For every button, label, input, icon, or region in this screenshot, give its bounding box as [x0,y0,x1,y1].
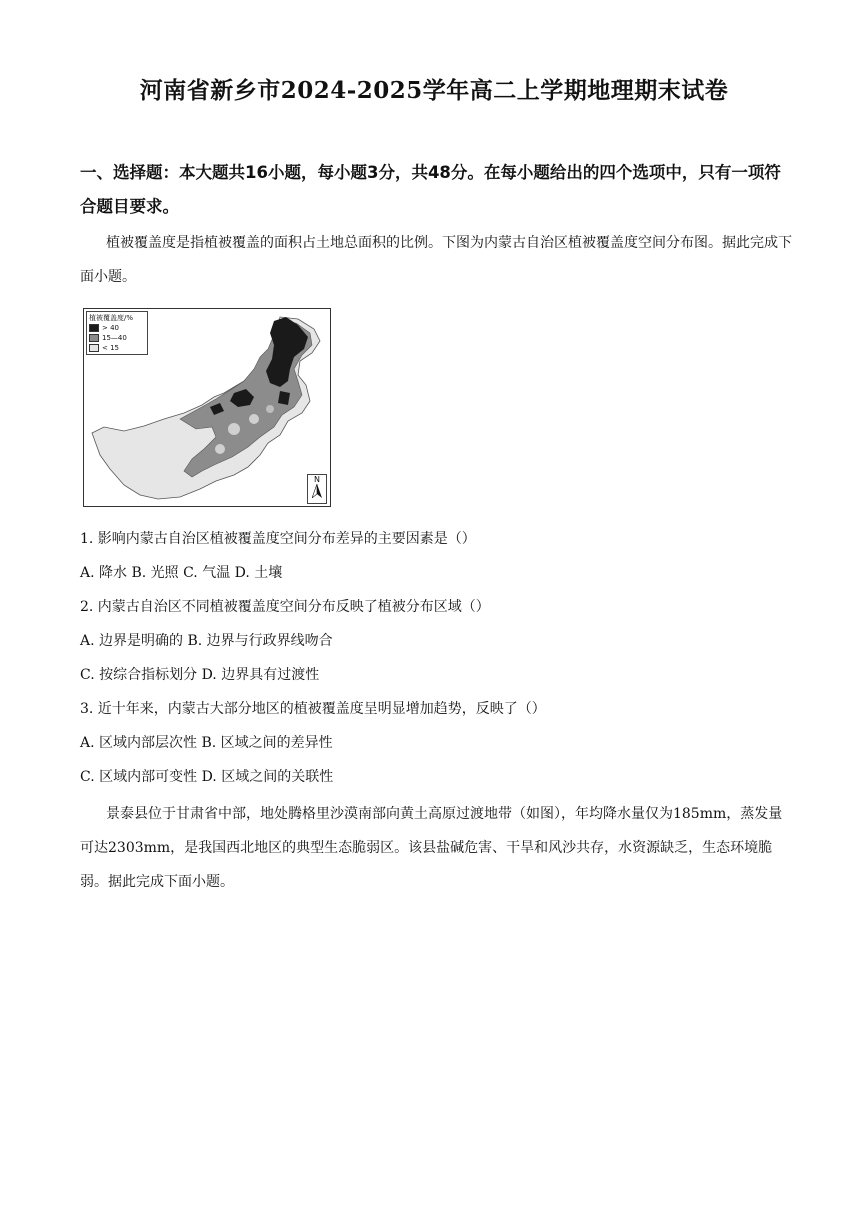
legend-swatch [89,344,99,352]
map-region-high [278,391,290,405]
legend-label: > 40 [102,324,119,332]
north-arrow [307,474,327,504]
intro-paragraph-2: 景泰县位于甘肃省中部，地处腾格里沙漠南部向黄土高原过渡地带（如图），年均降水量仅为185mm，蒸发量可达2303mm，是我国西北地区的典型生态脆弱区。该县盐碱危害、干旱和风沙共存，水资源缺乏，生态环境脆弱。据此完成下面小题。 [80,806,783,890]
question-3-options: A. 区域内部层次性 B. 区域之间的差异性 [80,735,333,751]
question-1-stem: 1. 影响内蒙古自治区植被覆盖度空间分布差异的主要因素是（） [80,531,476,547]
legend-label: 15—40 [102,334,127,342]
question-3-options: C. 区域内部可变性 D. 区域之间的关联性 [80,769,334,785]
question-2-options: C. 按综合指标划分 D. 边界具有过渡性 [80,667,320,683]
map-legend [86,311,148,355]
vegetation-coverage-map [83,308,331,507]
north-arrow-label: N [314,475,320,484]
section-heading: 一、选择题：本大题共16小题，每小题3分，共48分。在每小题给出的四个选项中，只有一项符合题目要求。 [80,163,781,216]
legend-item [89,343,145,353]
intro-paragraph-1: 植被覆盖度是指植被覆盖的面积占土地总面积的比例。下图为内蒙古自治区植被覆盖度空间分布图。据此完成下面小题。 [80,235,792,285]
question-3-stem: 3. 近十年来，内蒙古大部分地区的植被覆盖度呈明显增加趋势，反映了（） [80,701,546,717]
legend-title: 植被覆盖度/% [89,314,134,322]
legend-swatch [89,334,99,342]
question-2-stem: 2. 内蒙古自治区不同植被覆盖度空间分布反映了植被分布区域（） [80,599,490,615]
north-arrow-icon [312,484,322,498]
legend-item [89,333,145,343]
legend-item [89,323,145,333]
legend-label: < 15 [102,344,119,352]
question-2-options: A. 边界是明确的 B. 边界与行政界线吻合 [80,633,333,649]
legend-swatch [89,324,99,332]
page-title: 河南省新乡市2024-2025学年高二上学期地理期末试卷 [139,77,729,104]
question-1-options: A. 降水 B. 光照 C. 气温 D. 土壤 [80,565,283,581]
